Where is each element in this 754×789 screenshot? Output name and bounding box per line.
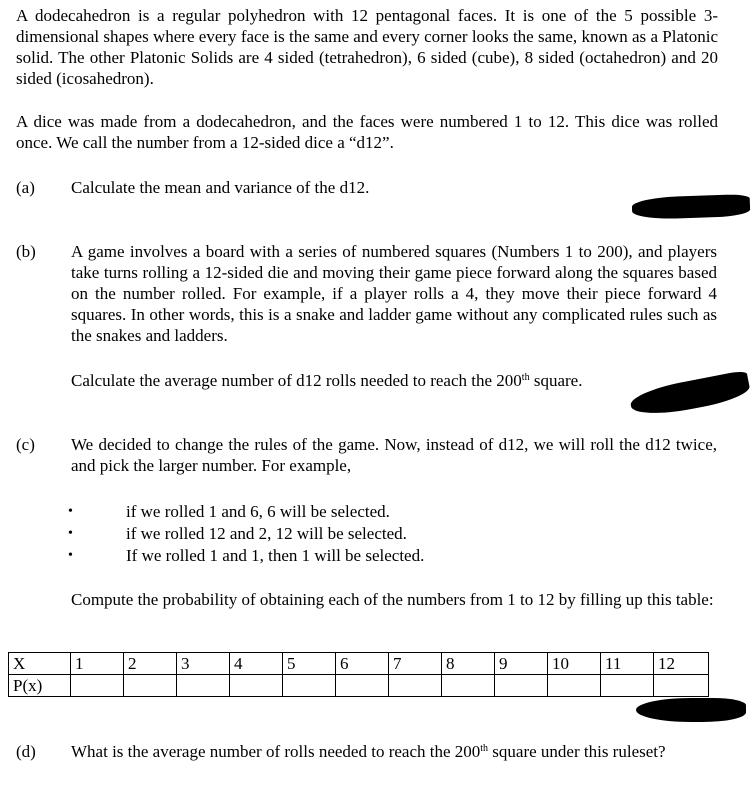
question-a-label: (a) — [16, 178, 35, 197]
list-item: if we rolled 1 and 6, 6 will be selected. — [126, 502, 390, 521]
question-b-text: A game involves a board with a series of numbered squares (Numbers 1 to 200), and players take turns rolling a 12-sided die and moving their game piece forward along the squares based on the number rolled. For example, if a player rolls a 4, they move their piece forward 4 squares. In other words, this is a snake and ladder game without any complicated rules such as the snakes and ladders. — [71, 242, 717, 345]
table-header-cell: X — [9, 653, 71, 675]
table-cell[interactable] — [495, 675, 548, 697]
question-c-task: Compute the probability of obtaining each of the numbers from 1 to 12 by filling up this table: — [71, 590, 714, 609]
table-cell: 10 — [548, 653, 601, 675]
table-cell: 9 — [495, 653, 548, 675]
table-cell: 12 — [654, 653, 709, 675]
table-cell[interactable] — [283, 675, 336, 697]
list-item: if we rolled 12 and 2, 12 will be selected. — [126, 524, 407, 543]
question-d-label: (d) — [16, 742, 36, 761]
question-d-text: What is the average number of rolls needed to reach the 200th square under this ruleset? — [71, 742, 666, 761]
intro-paragraph: A dodecahedron is a regular polyhedron with 12 pentagonal faces. It is one of the 5 possible 3-dimensional shapes where every face is the same and every corner looks the same, known as a Platonic solid. The other Platonic Solids are 4 sided (tetrahedron), 6 sided (cube), 8 sided (octahedron) and 20 sided (icosahedron). — [16, 6, 718, 88]
intro-paragraph-dice: A dice was made from a dodecahedron, and the faces were numbered 1 to 12. This dice was rolled once. We call the number from a 12-sided dice a “d12”. — [16, 112, 718, 152]
table-cell: 5 — [283, 653, 336, 675]
table-cell[interactable] — [71, 675, 124, 697]
table-row — [9, 675, 709, 697]
table-cell: 6 — [336, 653, 389, 675]
table-cell: 8 — [442, 653, 495, 675]
table-cell[interactable] — [654, 675, 709, 697]
probability-table — [8, 652, 709, 697]
table-cell[interactable] — [601, 675, 654, 697]
table-cell[interactable] — [177, 675, 230, 697]
table-cell[interactable] — [124, 675, 177, 697]
table-cell[interactable] — [389, 675, 442, 697]
question-a-text: Calculate the mean and variance of the d12. — [71, 178, 370, 197]
table-row — [9, 653, 709, 675]
redaction-mark — [636, 698, 746, 722]
question-b-task: Calculate the average number of d12 rolls needed to reach the 200th square. — [71, 371, 583, 390]
bullet-icon: • — [68, 504, 73, 519]
table-cell[interactable] — [442, 675, 495, 697]
list-item: If we rolled 1 and 1, then 1 will be selected. — [126, 546, 425, 565]
table-cell[interactable] — [548, 675, 601, 697]
table-cell[interactable] — [230, 675, 283, 697]
table-header-cell: P(x) — [9, 675, 71, 697]
table-cell: 3 — [177, 653, 230, 675]
table-cell: 11 — [601, 653, 654, 675]
question-b-label: (b) — [16, 242, 36, 261]
table-cell: 1 — [71, 653, 124, 675]
table-cell: 4 — [230, 653, 283, 675]
table-cell[interactable] — [336, 675, 389, 697]
bullet-icon: • — [68, 526, 73, 541]
table-cell: 7 — [389, 653, 442, 675]
table-cell: 2 — [124, 653, 177, 675]
question-c-label: (c) — [16, 435, 35, 454]
bullet-icon: • — [68, 548, 73, 563]
question-c-text: We decided to change the rules of the game. Now, instead of d12, we will roll the d12 twice, and pick the larger number. For example, — [71, 435, 717, 475]
